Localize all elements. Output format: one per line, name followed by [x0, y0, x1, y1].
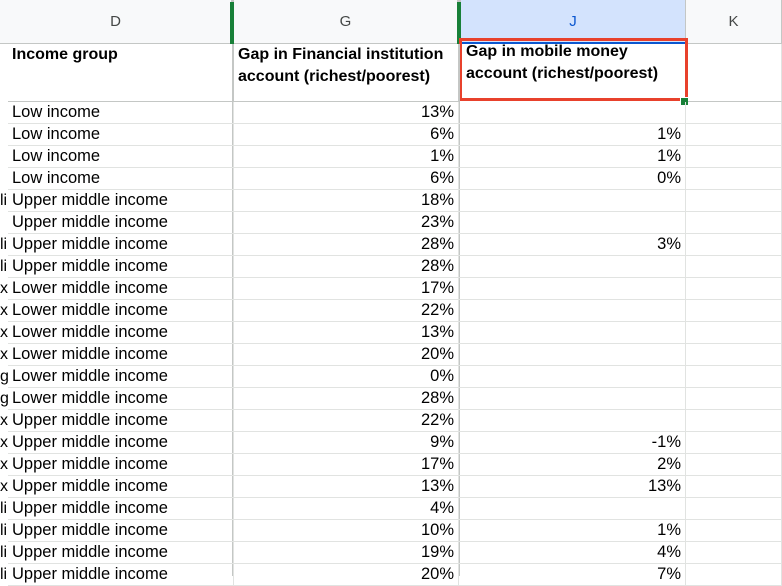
cell-gap-mobile-money[interactable]	[459, 190, 686, 212]
cell-gap-financial-institution[interactable]: 28%	[234, 234, 459, 256]
cell-income-group[interactable]: Lower middle income	[8, 388, 234, 410]
table-row	[0, 190, 782, 212]
cell-k[interactable]	[686, 498, 782, 520]
cell-gap-mobile-money[interactable]: 7%	[459, 564, 686, 586]
cell-k[interactable]	[686, 190, 782, 212]
cell-gap-mobile-money[interactable]: 0%	[459, 168, 686, 190]
cell-income-group[interactable]: Low income	[8, 102, 234, 124]
table-row	[0, 278, 782, 300]
cell-gap-mobile-money[interactable]: 1%	[459, 146, 686, 168]
table-row	[0, 476, 782, 498]
table-row	[0, 366, 782, 388]
cell-gap-financial-institution[interactable]: 17%	[234, 278, 459, 300]
cell-gap-mobile-money[interactable]: 3%	[459, 234, 686, 256]
cell-gap-financial-institution[interactable]: 10%	[234, 520, 459, 542]
row-stub-text[interactable]: li	[0, 566, 8, 583]
row-stub-text[interactable]: x	[0, 302, 8, 319]
table-row	[0, 212, 782, 234]
column-header-j[interactable]: J	[461, 0, 686, 44]
cell-gap-financial-institution[interactable]: 4%	[234, 498, 459, 520]
cell-gap-financial-institution[interactable]: 19%	[234, 542, 459, 564]
cell-gap-financial-institution[interactable]: 13%	[234, 102, 459, 124]
cell-gap-financial-institution[interactable]: 17%	[234, 454, 459, 476]
row-stub-text[interactable]: li	[0, 236, 8, 253]
table-row	[0, 168, 782, 190]
cell-income-group[interactable]: Upper middle income	[8, 476, 234, 498]
cell-income-group[interactable]: Upper middle income	[8, 410, 234, 432]
cell-income-group[interactable]: Upper middle income	[8, 564, 234, 586]
cell-gap-financial-institution[interactable]: 22%	[234, 300, 459, 322]
cell-income-group[interactable]: Upper middle income	[8, 520, 234, 542]
table-row	[0, 234, 782, 256]
cell-gap-mobile-money[interactable]: 4%	[459, 542, 686, 564]
row-stub-text[interactable]: li	[0, 500, 8, 517]
cell-income-group[interactable]: Upper middle income	[8, 432, 234, 454]
cell-gap-mobile-money[interactable]	[459, 322, 686, 344]
cell-gap-mobile-money[interactable]	[459, 278, 686, 300]
row-stub-text[interactable]: x	[0, 478, 8, 495]
cell-gap-mobile-money[interactable]	[459, 366, 686, 388]
cell-gap-financial-institution[interactable]: 28%	[234, 388, 459, 410]
cell-gap-financial-institution[interactable]: 1%	[234, 146, 459, 168]
row-stub-text[interactable]: x	[0, 324, 8, 341]
cell-gap-mobile-money[interactable]	[459, 102, 686, 124]
cell-gap-mobile-money[interactable]	[459, 212, 686, 234]
cell-income-group[interactable]: Upper middle income	[8, 190, 234, 212]
cell-income-group[interactable]: Upper middle income	[8, 454, 234, 476]
cell-gap-financial-institution[interactable]: 28%	[234, 256, 459, 278]
cell-gap-mobile-money[interactable]: 2%	[459, 454, 686, 476]
table-row	[0, 542, 782, 564]
cell-gap-mobile-money[interactable]: 13%	[459, 476, 686, 498]
row-stub-text[interactable]: g	[0, 390, 9, 407]
cell-k[interactable]	[686, 322, 782, 344]
header-gap-financial-institution[interactable]: Gap in Financial institution account (richest/poorest)	[234, 44, 459, 102]
header-gap-mobile-money[interactable]	[459, 38, 688, 101]
cell-k[interactable]	[686, 520, 782, 542]
cell-k[interactable]	[686, 542, 782, 564]
cell-k[interactable]	[686, 344, 782, 366]
cell-income-group[interactable]: Lower middle income	[8, 300, 234, 322]
cell-income-group[interactable]: Low income	[8, 146, 234, 168]
cell-k[interactable]	[686, 278, 782, 300]
table-row	[0, 388, 782, 410]
cell-gap-financial-institution[interactable]: 23%	[234, 212, 459, 234]
column-header-d[interactable]: D	[0, 0, 232, 44]
row-stub-text[interactable]: x	[0, 412, 8, 429]
cell-gap-mobile-money[interactable]	[459, 300, 686, 322]
cell-k[interactable]	[686, 212, 782, 234]
cell-income-group[interactable]: Low income	[8, 124, 234, 146]
row-stub-text[interactable]: x	[0, 456, 8, 473]
table-row	[0, 498, 782, 520]
cell-gap-financial-institution[interactable]: 6%	[234, 124, 459, 146]
cell-gap-mobile-money[interactable]: 1%	[459, 520, 686, 542]
cell-k[interactable]	[686, 300, 782, 322]
cell-income-group[interactable]: Upper middle income	[8, 212, 234, 234]
row-stub-text[interactable]: li	[0, 522, 8, 539]
cell-k[interactable]	[686, 102, 782, 124]
row-stub-text[interactable]: li	[0, 258, 8, 275]
cell-gap-financial-institution[interactable]: 20%	[234, 564, 459, 586]
cell-gap-financial-institution[interactable]: 20%	[234, 344, 459, 366]
table-row	[0, 146, 782, 168]
cell-gap-financial-institution[interactable]: 13%	[234, 322, 459, 344]
row-stub-text[interactable]: x	[0, 280, 8, 297]
cell-income-group[interactable]: Upper middle income	[8, 498, 234, 520]
table-row	[0, 344, 782, 366]
table-row	[0, 256, 782, 278]
cell-gap-mobile-money[interactable]	[459, 256, 686, 278]
cell-gap-financial-institution[interactable]: 13%	[234, 476, 459, 498]
cell-k[interactable]	[686, 564, 782, 586]
table-row	[0, 454, 782, 476]
table-row	[0, 124, 782, 146]
cell-k[interactable]	[686, 366, 782, 388]
table-row	[0, 300, 782, 322]
row-stub-text[interactable]: x	[0, 346, 8, 363]
cell-gap-financial-institution[interactable]: 22%	[234, 410, 459, 432]
cell-income-group[interactable]: Upper middle income	[8, 542, 234, 564]
table-row	[0, 520, 782, 542]
table-row	[0, 102, 782, 124]
row-stub-text[interactable]: li	[0, 544, 8, 561]
cell-k[interactable]	[686, 234, 782, 256]
cell-k[interactable]	[686, 124, 782, 146]
table-row	[0, 410, 782, 432]
cell-k[interactable]	[686, 168, 782, 190]
cell-k[interactable]	[686, 476, 782, 498]
cell-income-group[interactable]: Upper middle income	[8, 256, 234, 278]
table-row	[0, 432, 782, 454]
cell-k[interactable]	[686, 454, 782, 476]
cell-gap-financial-institution[interactable]: 18%	[234, 190, 459, 212]
header-gap-mobile-money-text: Gap in mobile money account (richest/poorest)	[466, 43, 659, 82]
cell-gap-financial-institution[interactable]: 9%	[234, 432, 459, 454]
table-row	[0, 322, 782, 344]
header-k-empty[interactable]	[688, 44, 782, 102]
cell-gap-mobile-money[interactable]	[459, 344, 686, 366]
cell-k[interactable]	[686, 432, 782, 454]
cell-gap-financial-institution[interactable]: 0%	[234, 366, 459, 388]
cell-gap-mobile-money[interactable]	[459, 388, 686, 410]
cell-gap-mobile-money[interactable]: 1%	[459, 124, 686, 146]
cell-income-group[interactable]: Lower middle income	[8, 278, 234, 300]
cell-k[interactable]	[686, 388, 782, 410]
cell-gap-financial-institution[interactable]: 6%	[234, 168, 459, 190]
cell-gap-mobile-money[interactable]: -1%	[459, 432, 686, 454]
row-stub-text[interactable]: x	[0, 434, 8, 451]
column-header-g[interactable]: G	[234, 0, 458, 44]
cell-income-group[interactable]: Lower middle income	[8, 322, 234, 344]
cell-k[interactable]	[686, 410, 782, 432]
row-stub-text[interactable]: g	[0, 368, 9, 385]
cell-income-group[interactable]: Upper middle income	[8, 234, 234, 256]
table-row	[0, 564, 782, 586]
row-stub-text[interactable]: li	[0, 192, 8, 209]
cell-gap-mobile-money[interactable]	[459, 498, 686, 520]
cell-income-group[interactable]: Lower middle income	[8, 366, 234, 388]
column-header-k[interactable]: K	[686, 0, 782, 44]
cell-income-group[interactable]: Low income	[8, 168, 234, 190]
cell-income-group[interactable]: Lower middle income	[8, 344, 234, 366]
cell-k[interactable]	[686, 256, 782, 278]
header-income-group[interactable]: Income group	[8, 44, 234, 102]
cell-gap-mobile-money[interactable]	[459, 410, 686, 432]
cell-k[interactable]	[686, 146, 782, 168]
